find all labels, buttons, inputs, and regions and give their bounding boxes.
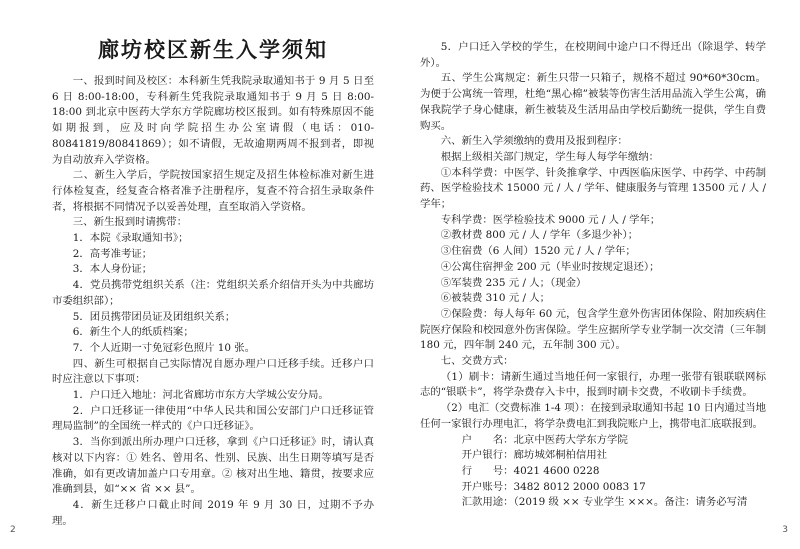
- account-remark: 汇款用途：（2019 级 ×× 专业学生 ×××。备注：请务必写清: [461, 496, 748, 509]
- fee-item: ⑤军装费 235 元 / 人；（现金）: [440, 276, 587, 289]
- page-number: 2: [10, 525, 16, 535]
- paragraph-card-payment: （1）刷卡：请新生通过当地任何一家银行，办理一张带有银联联网标志的“银联卡”，将学杂费存入卡中，报到时刷卡交费，不收刷卡手续费。: [420, 370, 766, 399]
- paragraph-hukou-heading: 四、新生可根据自己实际情况自愿办理户口迁移手续。迁移户口时应注意以下事项：: [52, 357, 374, 386]
- fee-item: ③住宿费（6 人间）1520 元 / 人 / 学年；: [440, 245, 636, 258]
- paragraph-payment-heading: 七、交费方式：: [440, 355, 514, 368]
- list-item: 3．本人身份证；: [72, 263, 153, 276]
- paragraph-fees-intro: 根据上级相关部门规定，学生每人每学年缴纳：: [440, 150, 659, 163]
- list-item: 5．团员携带团员证及团组织关系；: [72, 310, 236, 323]
- list-item: 5．户口迁入学校的学生，在校期间中途户口不得迁出（除退学、转学外）。: [420, 41, 766, 69]
- fee-item: ⑦保险费：每人每年 60 元，包含学生意外伤害团体保险、附加疾病住院医疗保险和校园意外伤害保险。学生应据所学专业学制一次交清（三年制 180 元，四年制 240 元，五年制 300 元）。: [420, 307, 766, 352]
- fee-item: 专科学费：医学检验技术 9000 元 / 人 / 学年；: [440, 213, 661, 226]
- fee-item: ④公寓住宿押金 200 元（毕业时按规定退还）；: [440, 260, 660, 273]
- page-title: 廊坊校区新生入学须知: [98, 38, 328, 62]
- paragraph-registration: 一、报到时间及校区：本科新生凭我院录取通知书于 9 月 5 日至 6 日 8:00-18:00，专科新生凭我院录取通知书于 9 月 5 日 8:00-18:00 到北京中医药大学东方学院廊坊校区报到。如有特殊原因不能如期报到，应及时向学院招生办公室请假（电话：010-80841819/80841869）；如不请假，无故逾期两周不报到者，即视为自动放弃入学资格。: [52, 75, 374, 166]
- account-number: 开户账号：3482 8012 2000 0083 17: [461, 480, 646, 493]
- list-item: 4．党员携带党组织关系（注：党组织关系介绍信开头为中共廊坊市委组织部）；: [52, 279, 374, 307]
- list-item: 2．户口迁移证一律使用“中华人民共和国公安部门户口迁移证管理局监制”的全国统一样式的《户口迁移证》。: [52, 404, 374, 433]
- page-number: 3: [782, 525, 788, 535]
- right-page: [400, 0, 800, 549]
- list-item: 1．本院《录取通知书》；: [72, 232, 189, 245]
- list-item: 3．当你到派出所办理户口迁移，拿到《户口迁移证》时，请认真核对以下内容：① 姓名、曾用名、性别、民族、出生日期等填写是否准确，如有更改请加盖户口专用章。② 核对出生地、籍贯，按要求应准确到县，如“×× 省 ×× 县”。: [52, 436, 374, 496]
- paragraph-dormitory: 五、学生公寓规定：新生只带一只箱子，规格不超过 90*60*30cm。为便于公寓统一管理，杜绝“黑心棉”被装等伤害生活用品流入学生公寓，确保我院学子身心健康，新生被装及生活用品由学校后勤统一提供，学生自费购买。: [420, 72, 766, 132]
- account-bank-number: 行 号：4021 4600 0228: [461, 464, 600, 477]
- paragraph-fees-heading: 六、新生入学须缴纳的费用及报到程序：: [440, 135, 628, 148]
- list-item: 6．新生个人的纸质档案；: [72, 326, 194, 339]
- list-item: 7．个人近期一寸免冠彩色照片 10 张。: [72, 341, 256, 354]
- list-item: 2．高考准考证；: [72, 247, 153, 260]
- account-bank: 开户银行：廊坊城郊桐柏信用社: [461, 449, 608, 462]
- paragraph-items-heading: 三、新生报到时请携带：: [72, 216, 188, 229]
- account-name: 户 名：北京中医药大学东方学院: [461, 433, 628, 446]
- list-item: 1．户口迁入地址：河北省廊坊市东方大学城公安分局。: [72, 389, 329, 402]
- fee-item: ②教材费 800 元 / 人 / 学年（多退少补）；: [440, 229, 639, 242]
- paragraph-health-check: 二、新生入学后，学院按国家招生规定及招生体检标准对新生进行体检复查，经复查合格者准予注册程序，复查不符合招生录取条件者，将根据不同情况予以妥善处理，直至取消入学资格。: [52, 169, 374, 213]
- list-item: 4．新生迁移户口截止时间 2019 年 9 月 30 日，过期不予办理。: [52, 498, 374, 527]
- fee-item: ⑥被装费 310 元 / 人；: [440, 292, 551, 305]
- fee-item: ①本科学费：中医学、针灸推拿学、中西医临床医学、中药学、中药制药、医学检验技术 15000 元 / 人 / 学年、健康服务与管理 13500 元 / 人 / 学年；: [420, 166, 766, 211]
- paragraph-wire-transfer: （2）电汇（交费标准 1-4 项）：在接到录取通知书起 10 日内通过当地任何一家银行办理电汇，将学杂费电汇到我院账户上，携带电汇底联报到。: [420, 402, 766, 430]
